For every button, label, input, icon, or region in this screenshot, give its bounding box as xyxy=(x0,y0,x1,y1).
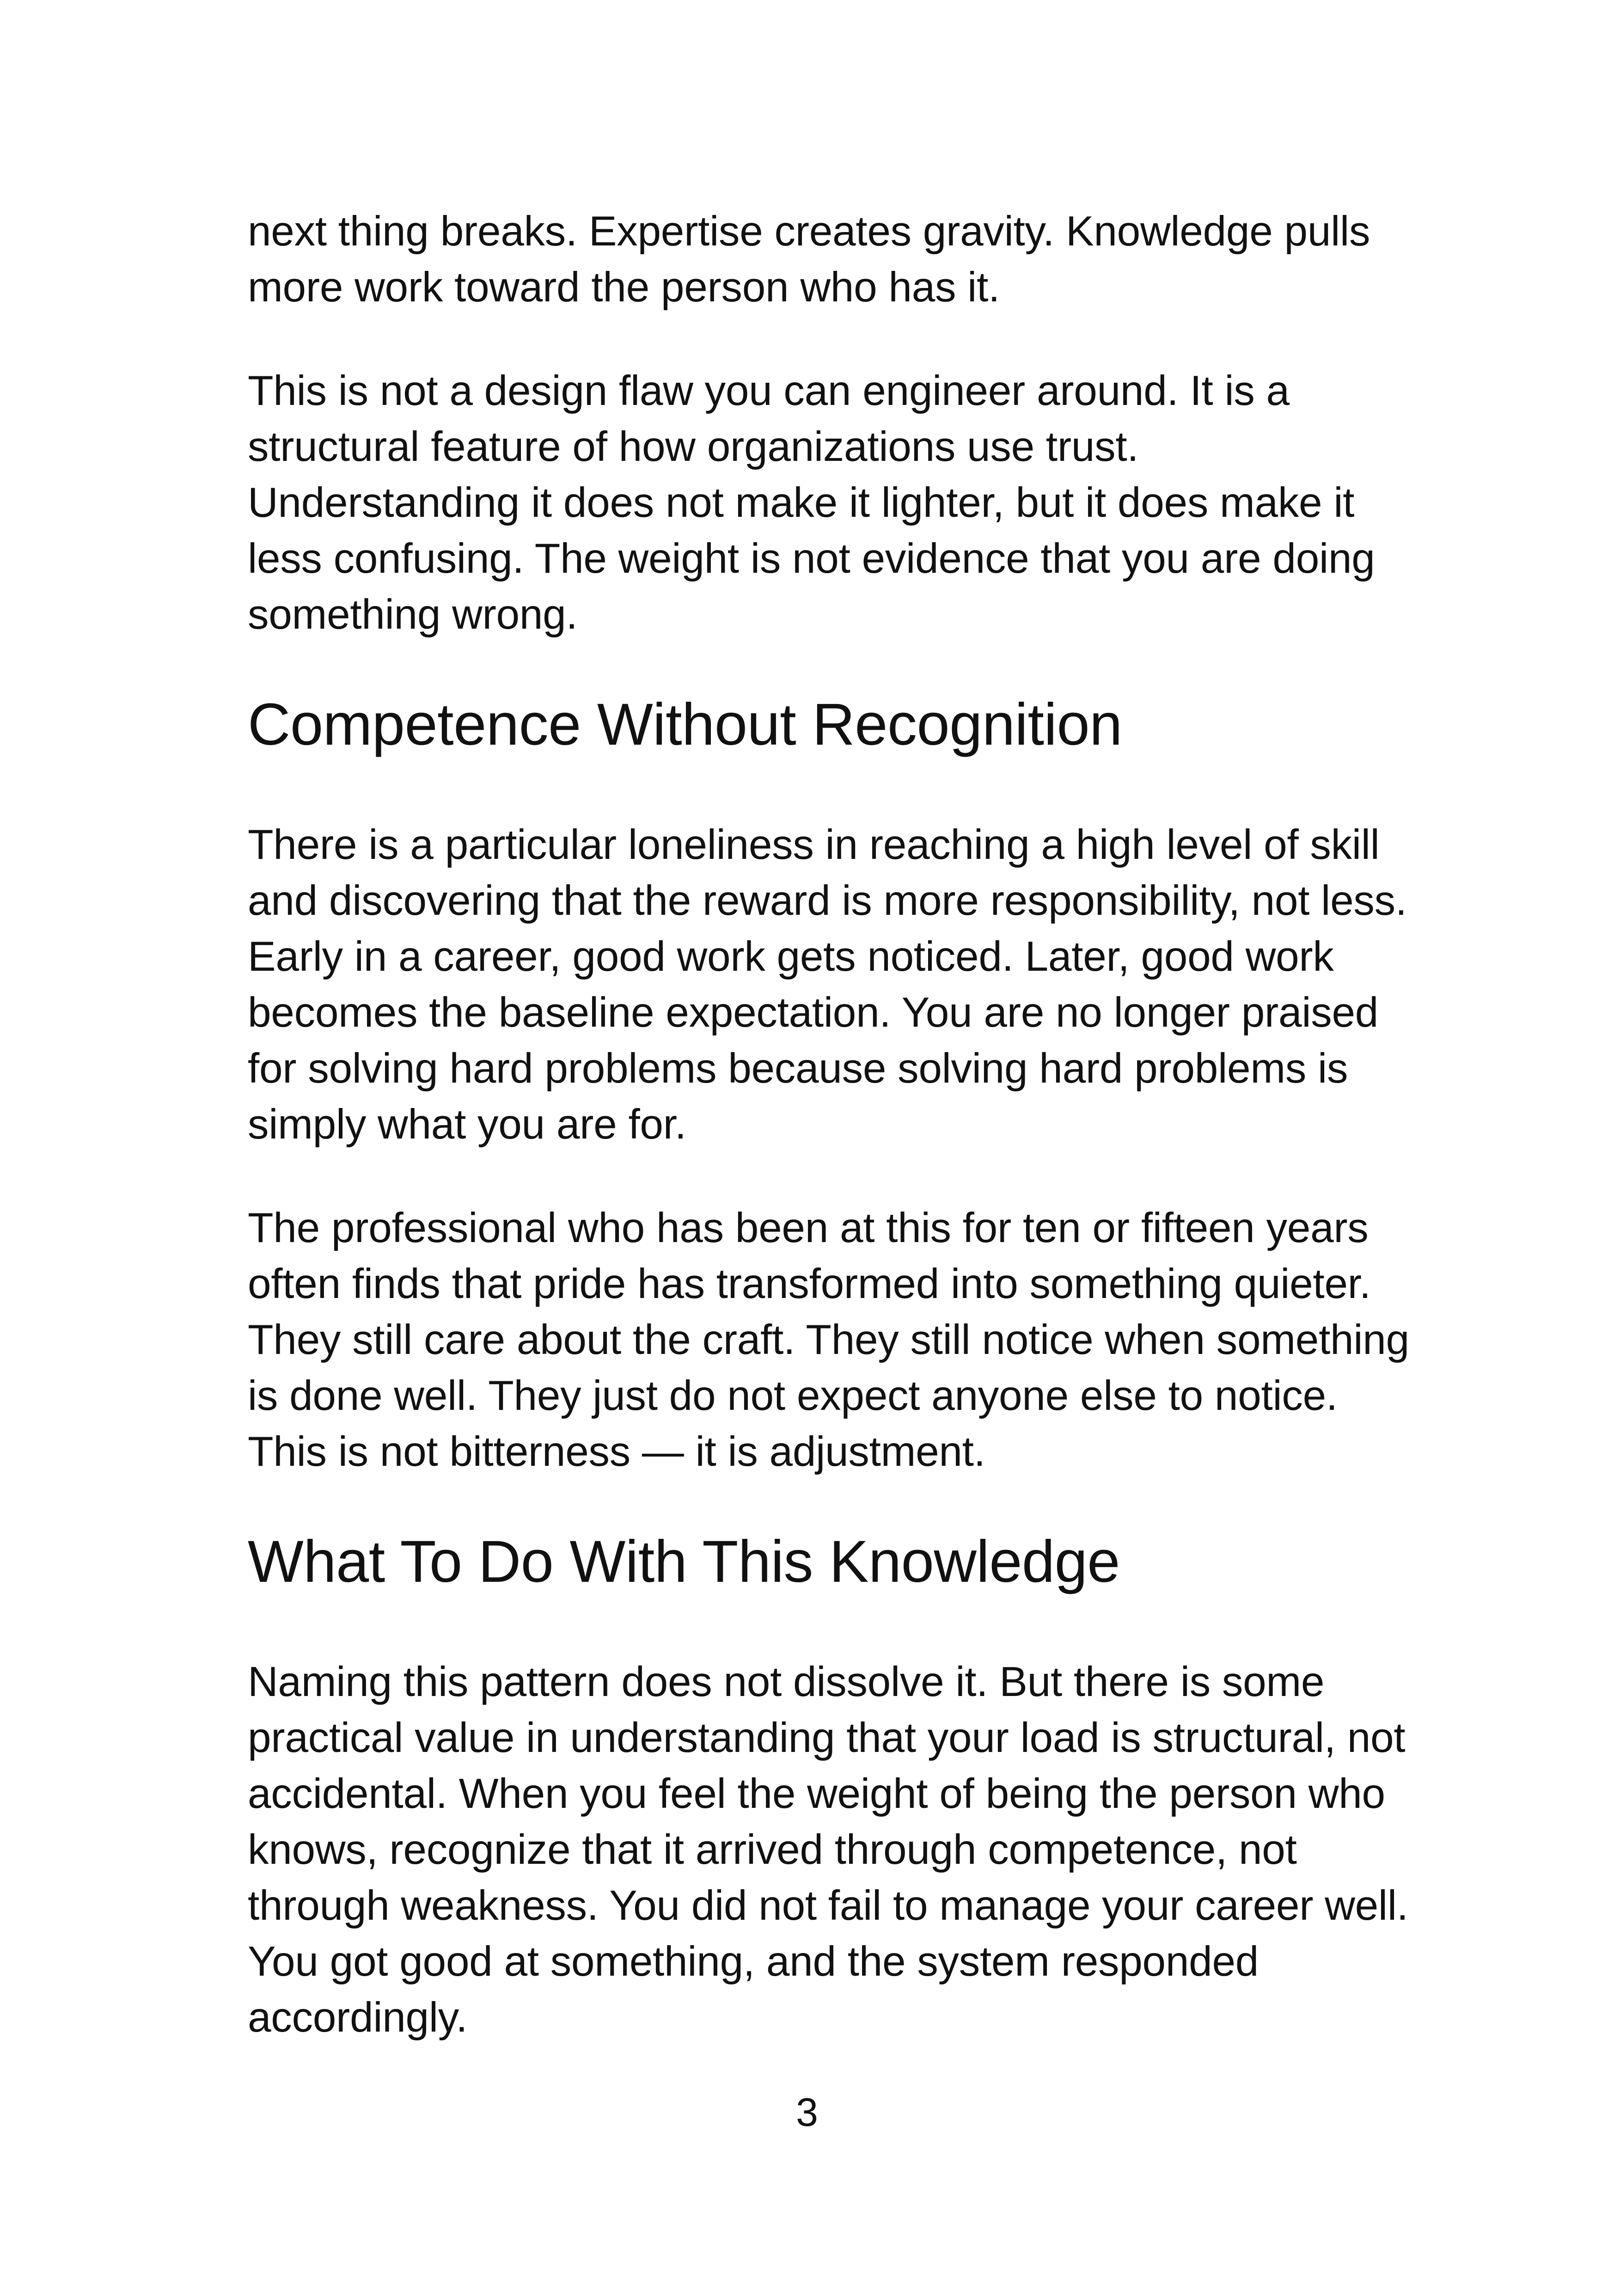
paragraph-professional-pride: The professional who has been at this for ten or fifteen years often finds that pride has transformed into something quieter. They still care about the craft. They still notice when something is done well. They just do not expect anyone else to notice. This is not bitterness — it is adjustment. xyxy=(248,1205,1409,1475)
section-heading-competence: Competence Without Recognition xyxy=(248,692,1122,758)
paragraph-naming-pattern: Naming this pattern does not dissolve it. But there is some practical value in understanding that your load is structural, not accidental. When you feel the weight of being the person who knows, recognize that it arrived through competence, not through weakness. You did not fail to manage your career well. You got good at something, and the system responded accordingly. xyxy=(248,1659,1408,2041)
paragraph-intro-continuation: next thing breaks. Expertise creates gravity. Knowledge pulls more work toward the person who has it. xyxy=(248,208,1370,311)
page-number: 3 xyxy=(796,2090,818,2135)
paragraph-structural-feature: This is not a design flaw you can engineer around. It is a structural feature of how organizations use trust. Understanding it does not make it lighter, but it does make it less confusing. The weight is not evidence that you are doing something wrong. xyxy=(248,367,1375,638)
paragraph-loneliness: There is a particular loneliness in reaching a high level of skill and discovering that the reward is more responsibility, not less. Early in a career, good work gets noticed. Later, good work becomes the baseline expectation. You are no longer praised for solving hard problems because solving hard problems is simply what you are for. xyxy=(248,821,1407,1148)
page-body xyxy=(248,203,1412,2093)
section-heading-what-to-do: What To Do With This Knowledge xyxy=(248,1529,1120,1595)
